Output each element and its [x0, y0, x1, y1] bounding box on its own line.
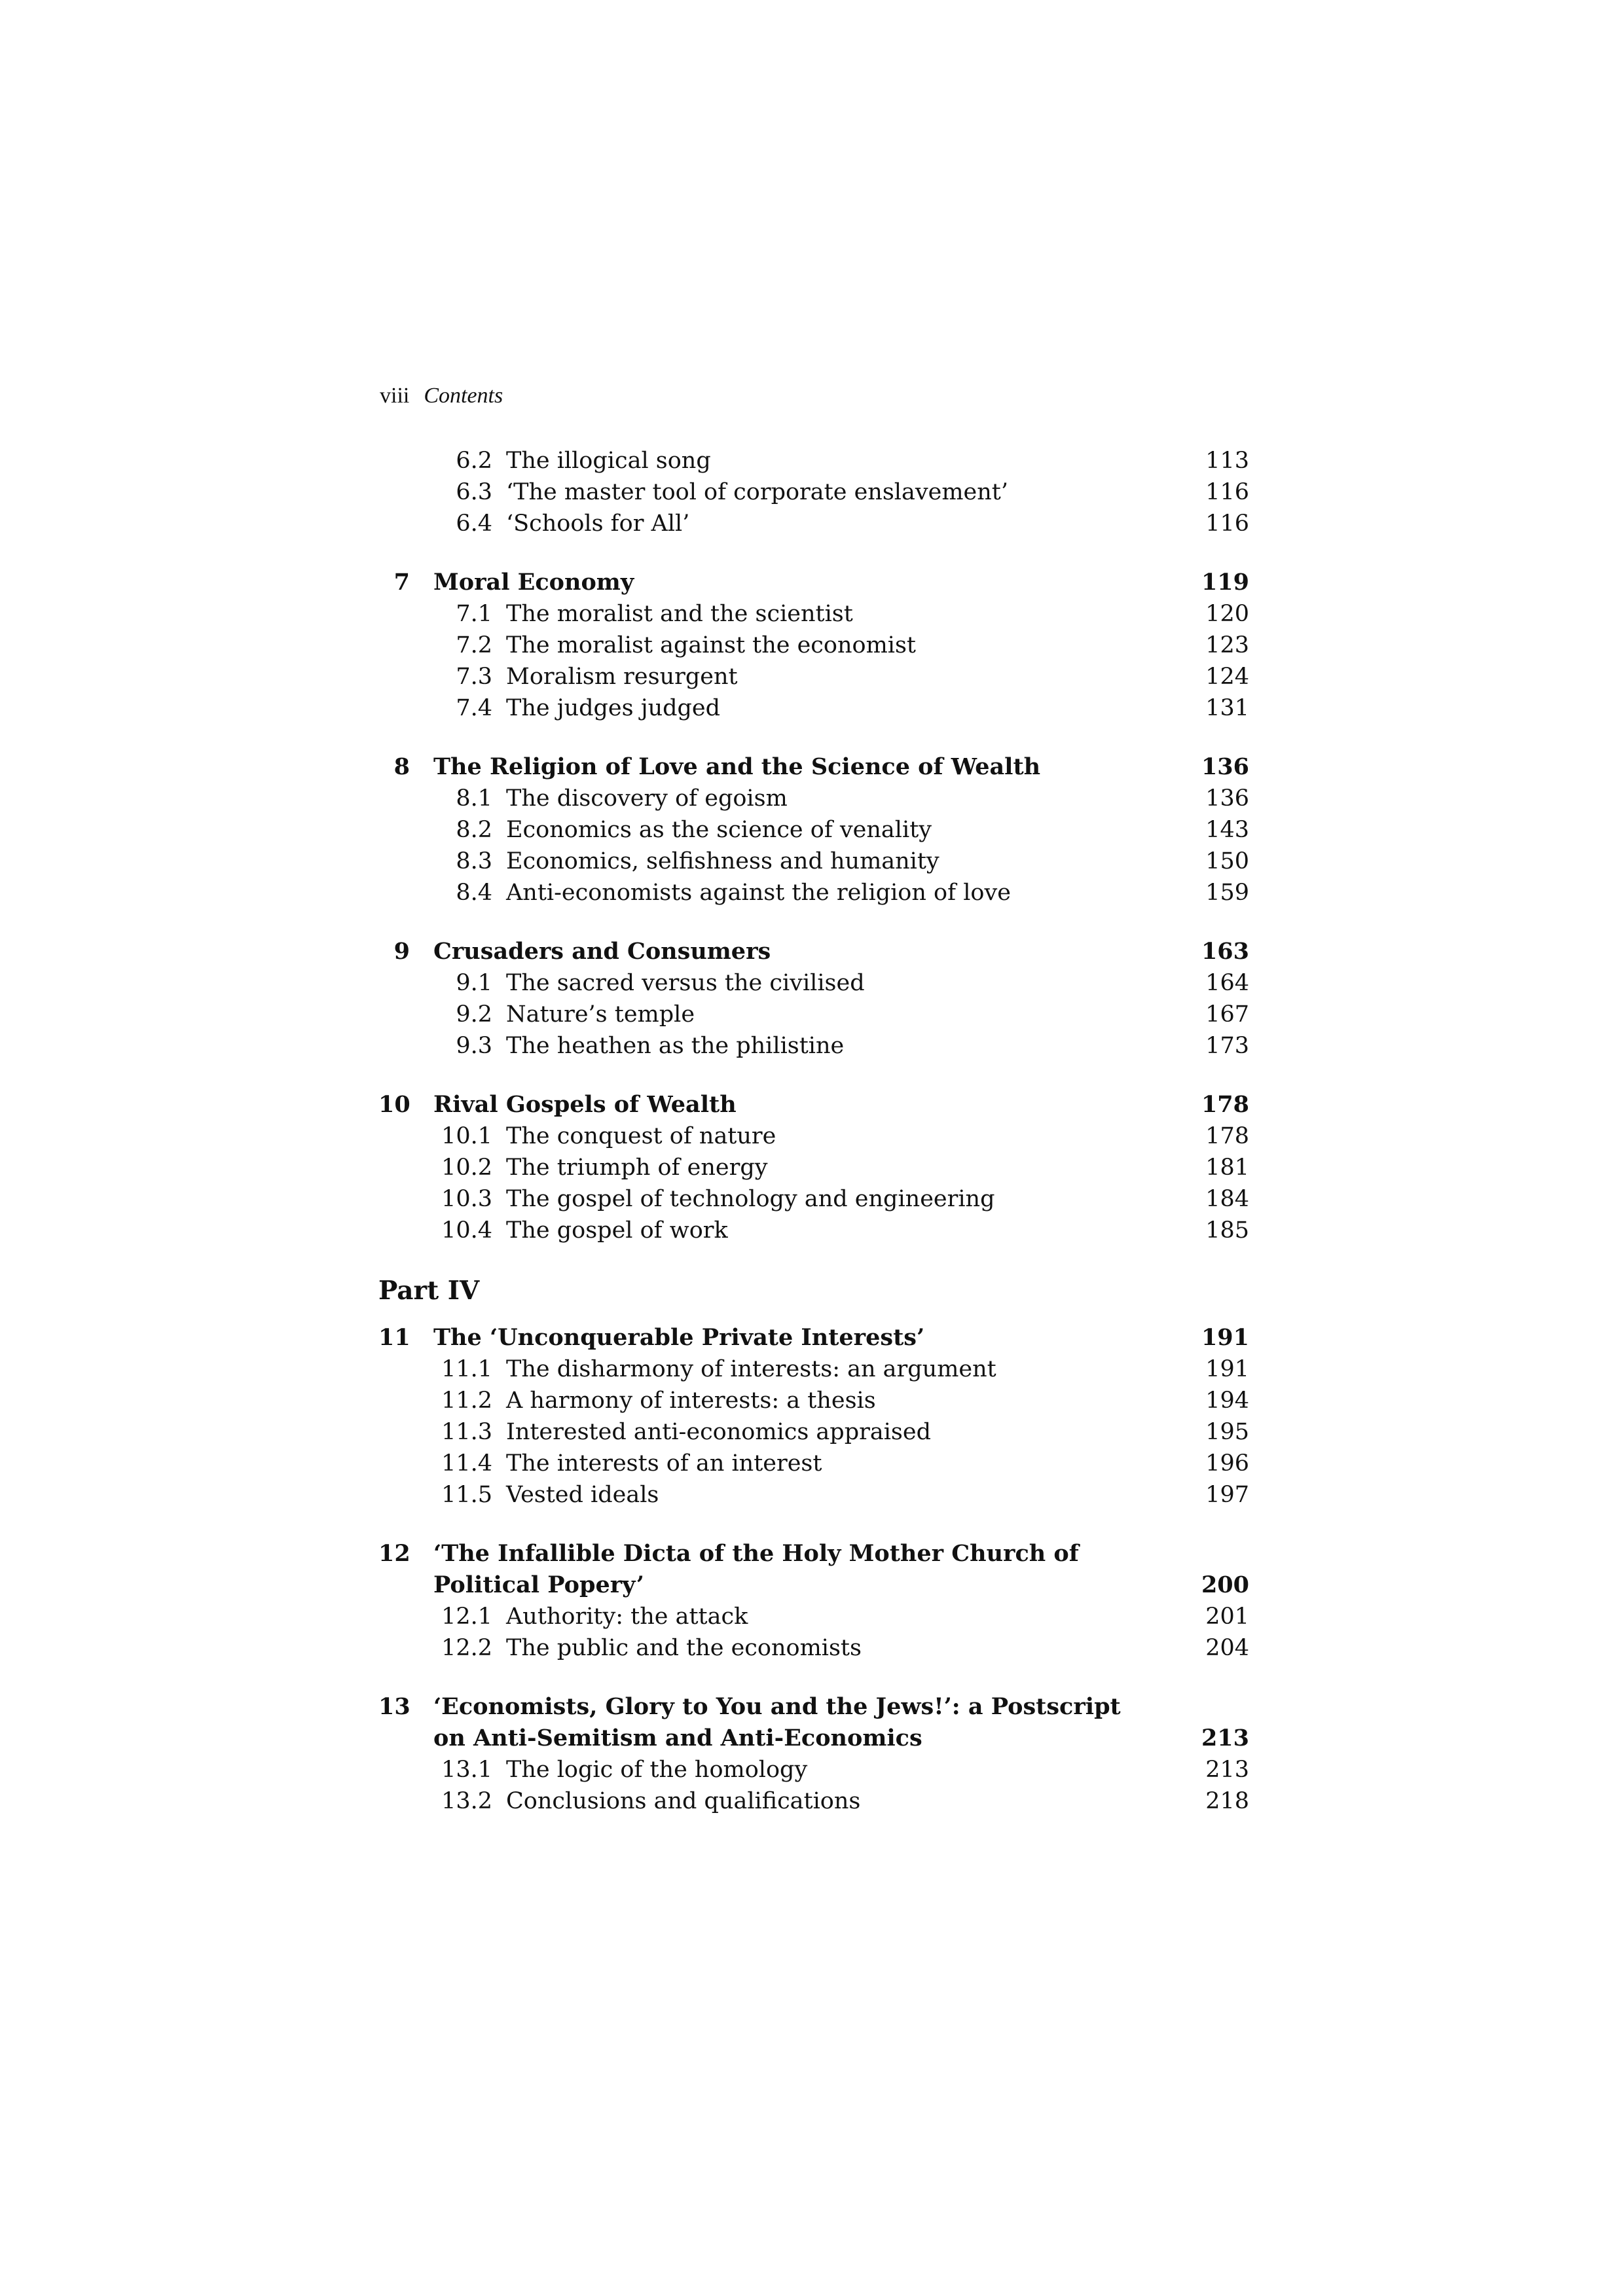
chapter-number: 11	[378, 1324, 410, 1351]
spacer	[378, 1062, 1249, 1089]
page-number: 213	[1205, 1757, 1249, 1783]
spacer	[378, 1664, 1249, 1691]
section-title: A harmony of interests: a thesis	[506, 1388, 876, 1414]
toc-chapter-entry[interactable]	[378, 1089, 1249, 1121]
section-title: The disharmony of interests: an argument	[506, 1356, 996, 1382]
toc-section-entry[interactable]	[378, 1215, 1249, 1246]
section-title: Nature’s temple	[506, 1001, 695, 1028]
section-number: 10.4	[441, 1217, 492, 1244]
section-number: 10.2	[441, 1155, 492, 1181]
chapter-title: Rival Gospels of Wealth	[433, 1091, 737, 1118]
toc-chapter-entry[interactable]	[378, 936, 1249, 967]
toc-chapter-entry[interactable]	[378, 751, 1249, 783]
section-title: The triumph of energy	[506, 1155, 768, 1181]
section-title: The public and the economists	[506, 1635, 862, 1661]
section-title: The moralist and the scientist	[506, 601, 853, 627]
page-number: 143	[1205, 817, 1249, 843]
page-number: 194	[1205, 1388, 1249, 1414]
spacer	[378, 1310, 1249, 1322]
section-title: Economics, selfishness and humanity	[506, 848, 939, 874]
section-title: Authority: the attack	[506, 1604, 748, 1630]
spacer	[378, 1511, 1249, 1538]
toc-section-entry[interactable]	[378, 1785, 1249, 1817]
section-title: The conquest of nature	[506, 1123, 776, 1149]
spacer	[378, 724, 1249, 751]
spacer	[378, 908, 1249, 936]
toc-chapter-entry[interactable]	[378, 1691, 1249, 1723]
page-number: 201	[1205, 1604, 1249, 1630]
toc-section-entry[interactable]	[378, 1448, 1249, 1479]
page-number: 136	[1205, 785, 1249, 812]
toc-section-entry[interactable]	[378, 783, 1249, 814]
chapter-number: 7	[393, 569, 410, 596]
chapter-title: The ‘Unconquerable Private Interests’	[433, 1324, 925, 1351]
section-title: The heathen as the philistine	[506, 1033, 845, 1059]
toc-section-entry[interactable]	[378, 445, 1249, 476]
page-number: 136	[1201, 753, 1249, 780]
section-title: ‘The master tool of corporate enslavement’	[506, 479, 1008, 505]
section-number: 11.1	[441, 1356, 492, 1382]
section-number: 9.2	[456, 1001, 492, 1028]
chapter-number: 13	[378, 1693, 410, 1720]
page-number: 123	[1205, 632, 1249, 658]
section-number: 13.2	[441, 1788, 492, 1814]
section-title: The moralist against the economist	[506, 632, 917, 658]
page-number: 195	[1205, 1419, 1249, 1445]
toc-section-entry[interactable]	[378, 1183, 1249, 1215]
chapter-number: 12	[378, 1540, 410, 1567]
section-number: 8.2	[456, 817, 492, 843]
toc-section-entry[interactable]	[378, 508, 1249, 539]
section-number: 11.5	[441, 1482, 492, 1508]
section-title: Moralism resurgent	[506, 664, 738, 690]
toc-section-entry[interactable]	[378, 1030, 1249, 1062]
section-number: 6.2	[456, 448, 492, 474]
section-number: 7.4	[456, 695, 492, 721]
page-number: 167	[1205, 1001, 1249, 1028]
chapter-title: The Religion of Love and the Science of Wealth	[433, 753, 1041, 780]
page-number: 191	[1205, 1356, 1249, 1382]
toc-section-entry[interactable]	[378, 1754, 1249, 1785]
section-title: Vested ideals	[506, 1482, 659, 1508]
section-title: Conclusions and qualifications	[506, 1788, 861, 1814]
toc-section-entry[interactable]	[378, 692, 1249, 724]
page-number: 163	[1201, 938, 1249, 965]
section-number: 11.2	[441, 1388, 492, 1414]
page-number: 116	[1205, 511, 1249, 537]
running-head	[380, 381, 503, 411]
section-number: 7.3	[456, 664, 492, 690]
page-number: 113	[1205, 448, 1249, 474]
page-folio: viii	[380, 384, 410, 408]
page-number: 185	[1205, 1217, 1249, 1244]
section-number: 10.3	[441, 1186, 492, 1212]
toc-section-entry[interactable]	[378, 814, 1249, 846]
toc-chapter-entry[interactable]	[378, 1322, 1249, 1354]
page-number: 164	[1205, 970, 1249, 996]
toc-chapter-entry-continued[interactable]	[378, 1570, 1249, 1601]
toc-section-entry[interactable]	[378, 1632, 1249, 1664]
section-title: Interested anti-economics appraised	[506, 1419, 931, 1445]
section-number: 7.2	[456, 632, 492, 658]
page-number: 181	[1205, 1155, 1249, 1181]
toc-section-entry[interactable]	[378, 661, 1249, 692]
chapter-title-line-2: Political Popery’	[433, 1571, 644, 1598]
page-number: 218	[1205, 1788, 1249, 1814]
chapter-number: 8	[393, 753, 410, 780]
page-number: 150	[1205, 848, 1249, 874]
chapter-title-line-2: on Anti-Semitism and Anti-Economics	[433, 1725, 922, 1751]
toc-section-entry[interactable]	[378, 1121, 1249, 1152]
section-number: 13.1	[441, 1757, 492, 1783]
section-number: 7.1	[456, 601, 492, 627]
section-number: 11.3	[441, 1419, 492, 1445]
spacer	[378, 539, 1249, 567]
page-number: 196	[1205, 1450, 1249, 1477]
toc-section-entry[interactable]	[378, 1385, 1249, 1416]
section-number: 8.1	[456, 785, 492, 812]
toc-section-entry[interactable]	[378, 1479, 1249, 1511]
section-number: 11.4	[441, 1450, 492, 1477]
chapter-number: 9	[393, 938, 410, 965]
section-title: The discovery of egoism	[506, 785, 788, 812]
chapter-title-line-1: ‘Economists, Glory to You and the Jews!’: a Postscript	[433, 1693, 1121, 1720]
page-number: 178	[1201, 1091, 1249, 1118]
page-number: 204	[1205, 1635, 1249, 1661]
page-number: 178	[1205, 1123, 1249, 1149]
section-number: 8.4	[456, 880, 492, 906]
section-title: Economics as the science of venality	[506, 817, 932, 843]
section-title: The sacred versus the civilised	[506, 970, 865, 996]
page-number: 159	[1205, 880, 1249, 906]
toc-section-entry[interactable]	[378, 877, 1249, 908]
section-title: The gospel of work	[506, 1217, 728, 1244]
section-number: 6.4	[456, 511, 492, 537]
toc-section-entry[interactable]	[378, 630, 1249, 661]
page-number: 173	[1205, 1033, 1249, 1059]
section-number: 9.3	[456, 1033, 492, 1059]
toc-section-entry[interactable]	[378, 598, 1249, 630]
section-number: 12.1	[441, 1604, 492, 1630]
section-number: 10.1	[441, 1123, 492, 1149]
page-number: 124	[1205, 664, 1249, 690]
section-title: The interests of an interest	[506, 1450, 822, 1477]
toc-section-entry[interactable]	[378, 476, 1249, 508]
page-number: 213	[1201, 1725, 1249, 1751]
section-number: 9.1	[456, 970, 492, 996]
table-of-contents	[378, 445, 1249, 1817]
toc-section-entry[interactable]	[378, 1416, 1249, 1448]
page-number: 191	[1201, 1324, 1249, 1351]
section-number: 8.3	[456, 848, 492, 874]
chapter-number: 10	[378, 1091, 410, 1118]
section-number: 6.3	[456, 479, 492, 505]
toc-section-entry[interactable]	[378, 1354, 1249, 1385]
part-heading: Part IV	[378, 1276, 480, 1306]
toc-chapter-entry[interactable]	[378, 567, 1249, 598]
toc-section-entry[interactable]	[378, 1152, 1249, 1183]
page-number: 116	[1205, 479, 1249, 505]
page-number: 120	[1205, 601, 1249, 627]
section-title: Anti-economists against the religion of love	[506, 880, 1011, 906]
page-number: 119	[1201, 569, 1249, 596]
page-number: 197	[1205, 1482, 1249, 1508]
spacer	[378, 1246, 1249, 1271]
toc-chapter-entry[interactable]	[378, 1538, 1249, 1570]
toc-chapter-entry-continued[interactable]	[378, 1723, 1249, 1754]
section-title: The gospel of technology and engineering	[506, 1186, 995, 1212]
chapter-title-line-1: ‘The Infallible Dicta of the Holy Mother Church of	[433, 1540, 1079, 1567]
section-title: The illogical song	[506, 448, 711, 474]
page-number: 131	[1205, 695, 1249, 721]
chapter-title: Crusaders and Consumers	[433, 938, 771, 965]
page-number: 184	[1205, 1186, 1249, 1212]
toc-section-entry[interactable]	[378, 999, 1249, 1030]
toc-section-entry[interactable]	[378, 967, 1249, 999]
toc-section-entry[interactable]	[378, 1601, 1249, 1632]
section-title: The judges judged	[506, 695, 721, 721]
chapter-title: Moral Economy	[433, 569, 634, 596]
toc-section-entry[interactable]	[378, 846, 1249, 877]
section-title: ‘Schools for All’	[506, 511, 690, 537]
page-number: 200	[1201, 1571, 1249, 1598]
running-title: Contents	[424, 384, 503, 408]
section-number: 12.2	[441, 1635, 492, 1661]
section-title: The logic of the homology	[506, 1757, 808, 1783]
